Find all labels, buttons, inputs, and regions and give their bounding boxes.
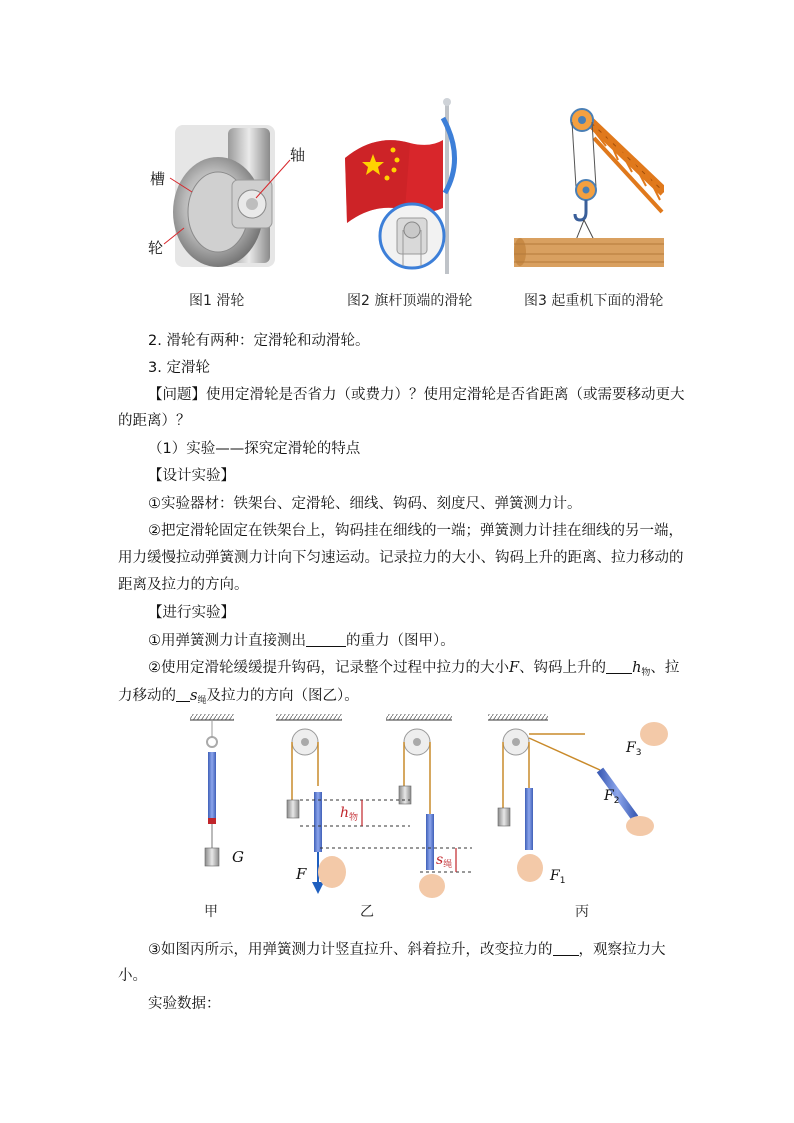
caption-figure-2: 图2 旗杆顶端的滑轮 [347, 293, 473, 309]
label-h: $h_物$ [340, 805, 359, 823]
do-step-1-b: 的重力（图甲）。 [346, 633, 455, 649]
symbol-h: h [632, 660, 642, 676]
blank-1 [306, 632, 346, 647]
do-step-2-line-1 [148, 658, 679, 683]
label-axle: 轴 [290, 146, 306, 164]
do-step-1-a: ①用弹簧测力计直接测出 [148, 633, 306, 649]
design-step-2-line-2: 用力缓慢拉动弹簧测力计向下匀速运动。记录拉力的大小、钩码上升的距离、拉力移动的 [118, 550, 684, 566]
label-F: F [296, 865, 307, 883]
data-heading: 实验数据： [148, 996, 221, 1012]
do-heading: 【进行实验】 [148, 605, 235, 621]
do-step-3-line-2: 小。 [118, 968, 147, 984]
do-step-3-line-1 [148, 940, 666, 960]
experiment-1-heading: （1）实验——探究定滑轮的特点 [148, 441, 361, 457]
design-step-1: ①实验器材：铁架台、定滑轮、细线、钩码、刻度尺、弹簧测力计。 [148, 496, 582, 512]
do-step-2-a: ②使用定滑轮缓缓提升钩码，记录整个过程中拉力的大小 [148, 660, 509, 676]
label-F1: $F_1$ [550, 868, 566, 886]
do-step-2-e: 及拉力的方向（图乙）。 [206, 688, 359, 704]
do-step-2-d: 力移动的 [118, 688, 176, 704]
design-step-2-line-1: ②把定滑轮固定在铁架台上，钩码挂在细线的一端；弹簧测力计挂在细线的另一端， [148, 523, 683, 539]
figure-1-pulley-photo [140, 120, 310, 275]
question-line-2: 的距离）？ [118, 413, 191, 429]
label-F3: $F_3$ [626, 740, 642, 758]
blank-2 [606, 659, 632, 674]
do-step-2-b: 、钩码上升的 [519, 660, 607, 676]
caption-jia: 甲 [204, 904, 218, 920]
label-wheel: 轮 [148, 239, 164, 257]
symbol-F: F [509, 660, 520, 676]
symbol-s-sub: 绳 [197, 696, 207, 706]
caption-yi: 乙 [360, 904, 374, 920]
figure-3-crane [514, 102, 664, 267]
do-step-2-line-2 [118, 686, 359, 711]
label-groove: 槽 [150, 170, 166, 188]
caption-figure-3: 图3 起重机下面的滑轮 [524, 293, 664, 309]
blank-4 [553, 941, 579, 956]
label-F2: $F_2$ [604, 788, 620, 806]
caption-figure-1: 图1 滑轮 [189, 293, 245, 309]
label-s: $s_绳$ [436, 852, 453, 870]
figure-2-flagpole [335, 98, 465, 276]
design-heading: 【设计实验】 [148, 468, 235, 484]
question-line-1: 【问题】使用定滑轮是否省力（或费力）？使用定滑轮是否省距离（或需要移动更大 [148, 387, 685, 403]
blank-3 [176, 687, 190, 702]
item-2-text: 2. 滑轮有两种：定滑轮和动滑轮。 [148, 333, 370, 349]
do-step-1 [148, 631, 455, 651]
symbol-h-sub: 物 [641, 668, 651, 678]
do-step-3-b: ，观察拉力大 [578, 942, 666, 958]
symbol-s: s [190, 688, 198, 704]
do-step-2-c: 、拉 [650, 660, 680, 676]
label-G: G [232, 848, 244, 866]
do-step-3-a: ③如图丙所示，用弹簧测力计竖直拉升、斜着拉升，改变拉力的 [148, 942, 553, 958]
caption-bing: 丙 [575, 904, 589, 920]
item-3-heading: 3. 定滑轮 [148, 360, 210, 376]
design-step-2-line-3: 距离及拉力的方向。 [118, 577, 249, 593]
experiment-figure [180, 710, 680, 920]
